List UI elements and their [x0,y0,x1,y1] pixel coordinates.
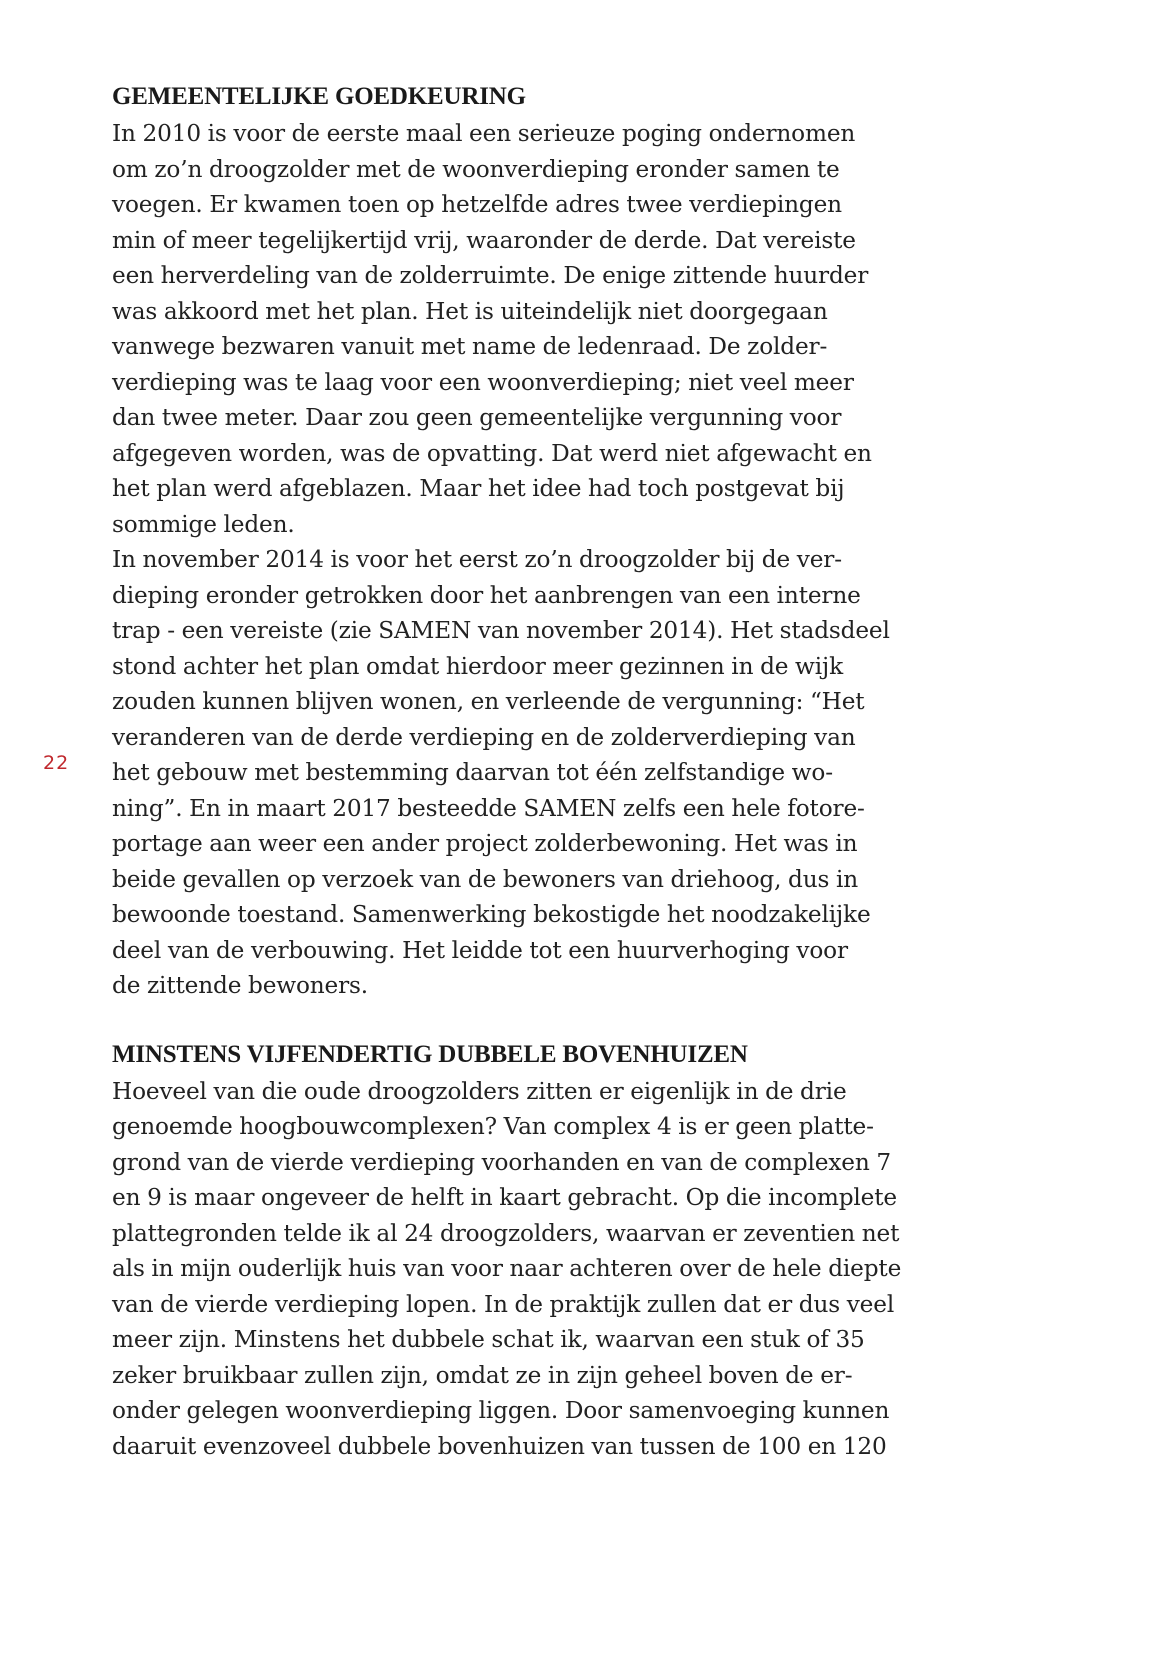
text-line: dieping eronder getrokken door het aanbrengen van een interne [112,581,861,609]
text-line: veranderen van de derde verdieping en de zolderverdieping van [112,723,856,751]
text-line: was akkoord met het plan. Het is uiteindelijk niet doorgegaan [112,297,828,325]
text-line: genoemde hoogbouwcomplexen? Van complex 4 is er geen platte- [112,1113,874,1140]
text-line: plattegronden telde ik al 24 droogzolders, waarvan er zeventien net [112,1219,900,1247]
text-line: portage aan weer een ander project zolderbewoning. Het was in [112,830,858,857]
text-line: trap - een vereiste (zie SAMEN van november 2014). Het stadsdeel [112,617,890,644]
text-line: als in mijn ouderlijk huis van voor naar achteren over de hele diepte [112,1255,902,1282]
text-line: en 9 is maar ongeveer de helft in kaart gebracht. Op die incomplete [112,1184,897,1211]
section-heading: GEMEENTELIJKE GOEDKEURING [112,83,526,110]
text-line: In november 2014 is voor het eerst zo’n droogzolder bij de ver- [112,546,842,573]
text-line: van de vierde verdieping lopen. In de praktijk zullen dat er dus veel [112,1290,895,1318]
text-line: Hoeveel van die oude droogzolders zitten er eigenlijk in de drie [112,1077,847,1105]
text-line: voegen. Er kwamen toen op hetzelfde adres twee verdiepingen [112,191,842,218]
text-line: beide gevallen op verzoek van de bewoners van driehoog, dus in [112,865,859,893]
text-line: een herverdeling van de zolderruimte. De enige zittende huurder [112,262,869,289]
text-line: In 2010 is voor de eerste maal een serieuze poging ondernomen [112,120,856,147]
text-line: daaruit evenzoveel dubbele bovenhuizen van tussen de 100 en 120 [112,1432,887,1460]
text-line: sommige leden. [112,510,295,538]
text-line: het gebouw met bestemming daarvan tot één zelfstandige wo- [112,759,833,786]
text-line: stond achter het plan omdat hierdoor meer gezinnen in de wijk [112,652,843,680]
text-line: vanwege bezwaren vanuit met name de ledenraad. De zolder- [112,333,828,360]
section-gemeentelijke-goedkeuring [112,82,952,1004]
text-line: bewoonde toestand. Samenwerking bekostigde het noodzakelijke [112,901,871,928]
text-line: zeker bruikbaar zullen zijn, omdat ze in zijn geheel boven de er- [112,1361,853,1389]
section-minstens-vijfendertig [112,1040,952,1465]
article-column [112,82,952,1464]
text-line: om zo’n droogzolder met de woonverdieping eronder samen te [112,155,840,183]
text-line: de zittende bewoners. [112,972,369,999]
text-line: min of meer tegelijkertijd vrij, waaronder de derde. Dat vereiste [112,226,856,254]
text-line: ning”. En in maart 2017 besteedde SAMEN zelfs een hele fotore- [112,794,865,822]
section-heading: MINSTENS VIJFENDERTIG DUBBELE BOVENHUIZEN [112,1040,748,1068]
text-line: grond van de vierde verdieping voorhanden en van de complexen 7 [112,1148,891,1176]
text-line: onder gelegen woonverdieping liggen. Door samenvoeging kunnen [112,1397,890,1424]
section-body [112,116,952,1004]
text-line: meer zijn. Minstens het dubbele schat ik, waarvan een stuk of 35 [112,1326,865,1353]
text-line: het plan werd afgeblazen. Maar het idee had toch postgevat bij [112,475,845,502]
text-line: dan twee meter. Daar zou geen gemeentelijke vergunning voor [112,404,842,431]
text-line: verdieping was te laag voor een woonverdieping; niet veel meer [112,368,854,396]
text-line: deel van de verbouwing. Het leidde tot een huurverhoging voor [112,936,848,964]
page-number: 22 [43,752,70,774]
section-body [112,1074,952,1465]
text-line: afgegeven worden, was de opvatting. Dat werd niet afgewacht en [112,439,872,467]
text-line: zouden kunnen blijven wonen, en verleende de vergunning: “Het [112,688,865,715]
